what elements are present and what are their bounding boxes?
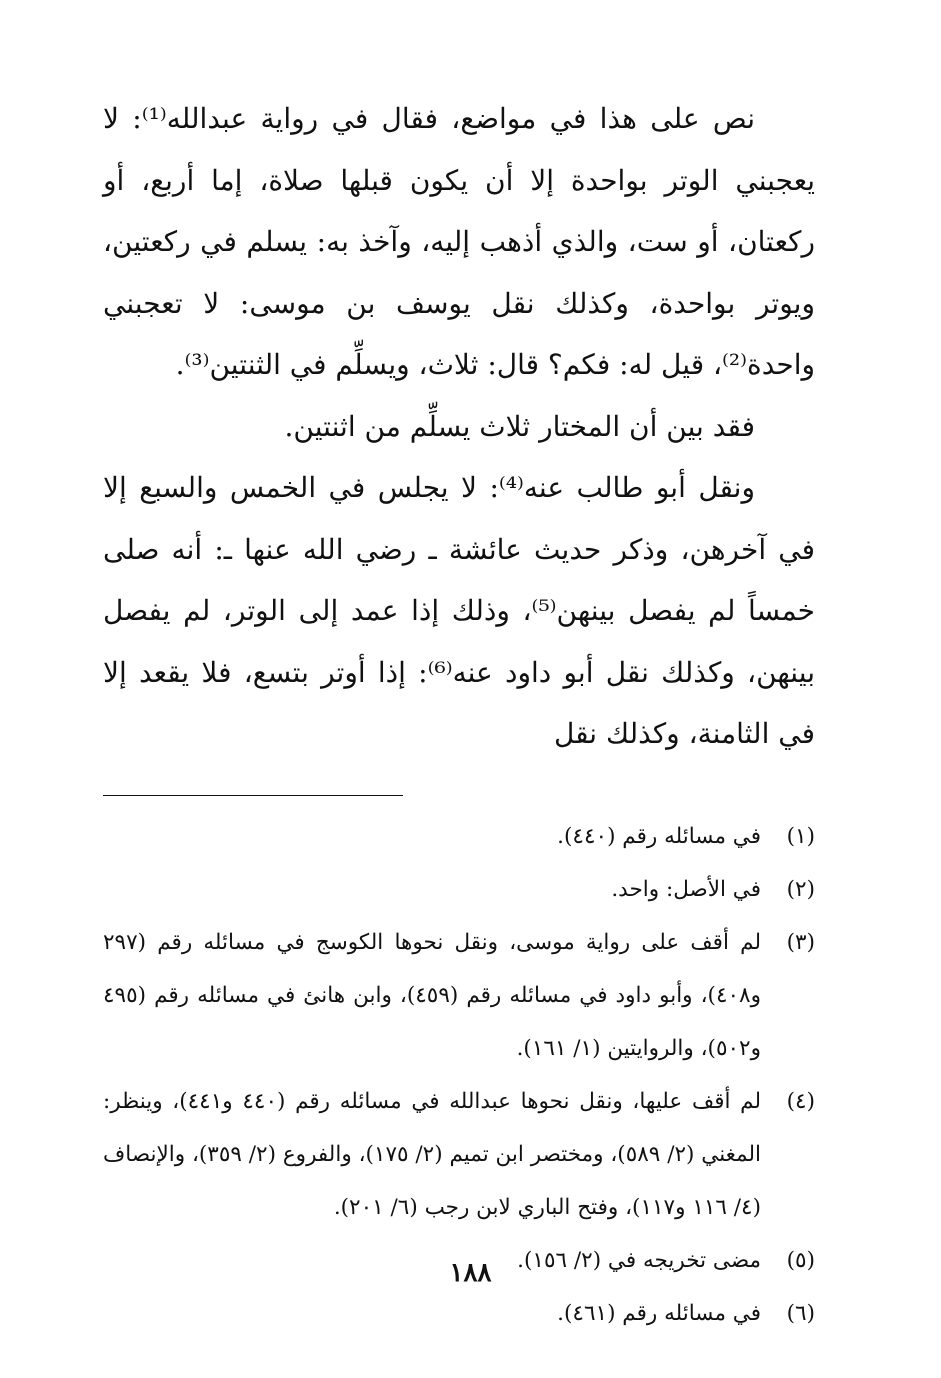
footnote-number: (٥): [786, 1247, 815, 1273]
footnote-number: (٢): [786, 876, 815, 902]
footnote-2: [103, 863, 815, 916]
paragraph-3: ونقل أبو طالب عنه⁽⁴⁾: لا يجلس في الخمس والسبع إلا في آخرهن، وذكر حديث عائشة ـ رضي الله عنها ـ: أنه صلى خمساً لم يفصل بينهن⁽⁵⁾، وذلك إذا عمد إلى الوتر، لم يفصل بينهن، وكذلك نقل أبو داود عنه⁽⁶⁾: إذا أوتر بتسع، فلا يقعد إلا في الثامنة، وكذلك نقل: [103, 471, 815, 750]
footnote-6: [103, 1287, 815, 1340]
footnote-text: مضى تخريجه في (٢/ ١٥٦).: [517, 1247, 761, 1273]
book-page: [103, 88, 815, 1348]
footnote-text: في مسائله رقم (٤٦١).: [557, 1300, 761, 1326]
paragraph-1: نص على هذا في مواضع، فقال في رواية عبدالله⁽¹⁾: لا يعجبني الوتر بواحدة إلا أن يكون قبلها صلاة، إما أربع، أو ركعتان، أو ست، والذي أذهب إليه، وآخذ به: يسلم في ركعتين، ويوتر بواحدة، وكذلك نقل يوسف بن موسى: لا تعجبني واحدة⁽²⁾، قيل له: فكم؟ قال: ثلاث، ويسلِّم في الثنتين⁽³⁾.: [103, 102, 815, 381]
footnote-number: (٦): [786, 1300, 815, 1326]
footnote-text: لم أقف عليها، ونقل نحوها عبدالله في مسائله رقم (٤٤٠ و٤٤١)، وينظر: المغني (٢/ ٥٨٩)، ومختصر ابن تميم (٢/ ١٧٥)، والفروع (٢/ ٣٥٩)، والإنصاف (٤/ ١١٦ و١١٧)، وفتح الباري لابن رجب (٦/ ٢٠١).: [103, 1088, 762, 1220]
footnote-separator: [103, 795, 403, 796]
paragraph-2: فقد بين أن المختار ثلاث يسلِّم من اثنتين.: [284, 409, 755, 443]
footnote-number: (٣): [786, 929, 815, 955]
footnote-text: في مسائله رقم (٤٤٠).: [557, 823, 761, 849]
footnote-1: [103, 810, 815, 863]
footnote-text: لم أقف على رواية موسى، ونقل نحوها الكوسج في مسائله رقم (٢٩٧ و٤٠٨)، وأبو داود في مسائله رقم (٤٥٩)، وابن هانئ في مسائله رقم (٤٩٥ و٥٠٢)، والروايتين (١/ ١٦١).: [103, 929, 761, 1061]
footnote-3: [103, 916, 815, 1075]
main-text: [103, 88, 815, 765]
page-number: ١٨٨: [449, 1258, 492, 1288]
footnote-number: (١): [786, 823, 815, 849]
footnote-4: [103, 1075, 815, 1234]
footnote-number: (٤): [786, 1088, 815, 1114]
footnote-text: في الأصل: واحد.: [611, 876, 761, 902]
